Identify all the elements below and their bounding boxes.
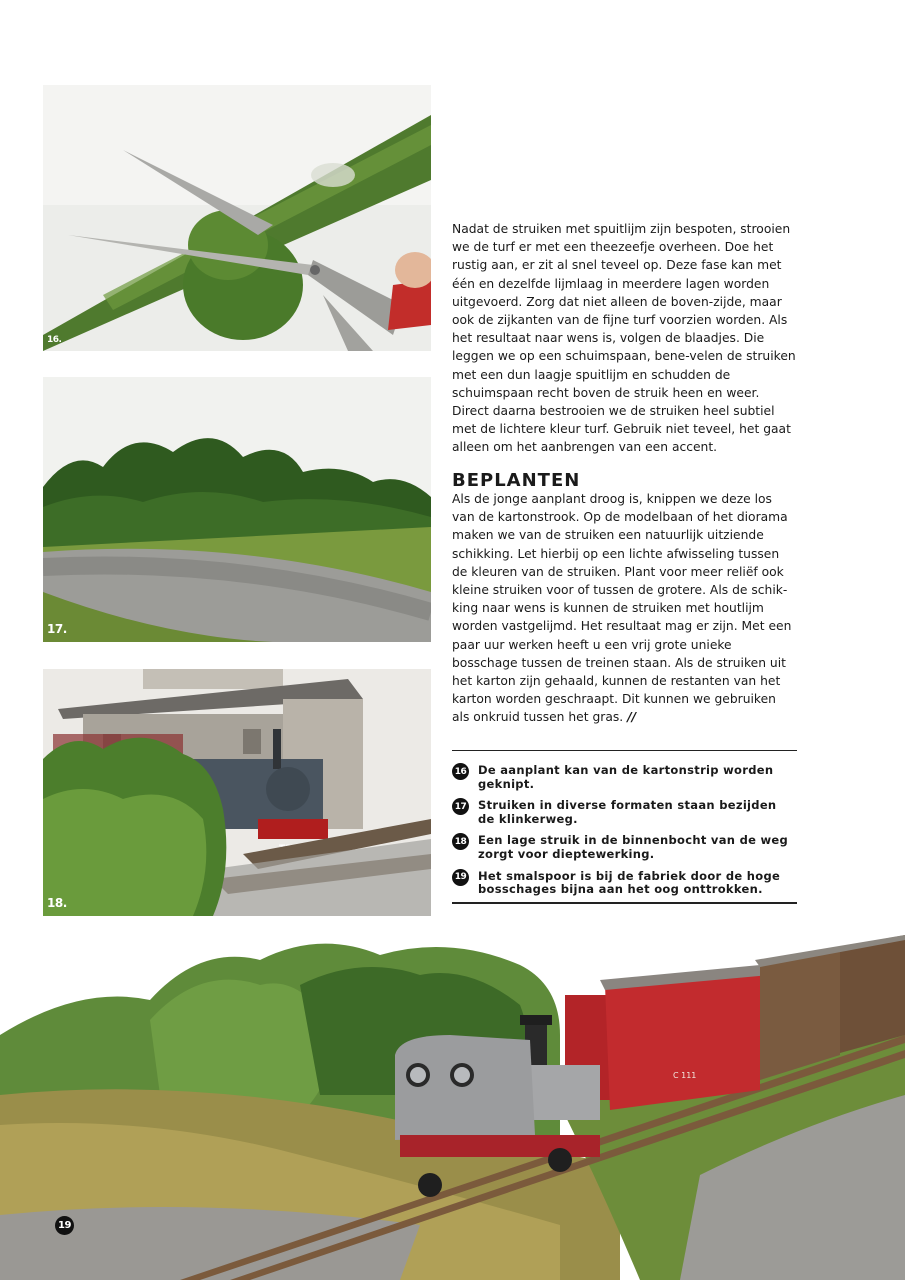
caption-18 <box>452 833 797 861</box>
photo-19-narrow-gauge-train <box>0 925 905 1280</box>
caption-17 <box>452 798 797 826</box>
caption-16 <box>452 763 797 791</box>
caption-text: Het smalspoor is bij de fabriek door de hoge bosschages bijna aan het oog onttrokken. <box>478 868 781 897</box>
body-text: Als de jonge aanplant droog is, knippen we deze los van de kartonstrook. Op de modelbaan of het diorama maken we van de struiken een natuurlijk uitziende schikking. Let hierbij op een lichte afwisseling tussen de kleuren van de struiken. Plant voor meer reliëf ook kleine struiken voor of tussen de grotere. Als de schik-king naar wens is kunnen de struiken met houtlijm worden vastgelijmd. Het resultaat mag er zijn. Met een paar uur werken heeft u een vrij grote unieke bosschage tussen de treinen staan. Als de struiken uit het karton zijn gehaald, kunnen de restanten van het karton worden geschraapt. Dit kunnen we gebruiken als onkruid tussen het gras. <box>452 492 792 725</box>
photo-17-shrubs-road <box>43 377 431 642</box>
photo-16-scissors <box>43 85 431 351</box>
intro-paragraph: Nadat de struiken met spuitlijm zijn bespoten, strooien we de turf er met een theezeefje overheen. Doe het rustig aan, er zit al snel teveel op. Deze fase kan met één en dezelfde lijmlaag in meerdere lagen worden uitgevoerd. Zorg dat niet alleen de boven-zijde, maar ook de zijkanten van de fijne turf voorzien worden. Als het resultaat naar wens is, volgen de blaadjes. Die leggen we op een schuimspaan, bene-velen de struiken met een dun laagje spuitlijm en schudden de schuimspaan recht boven de struik heen en weer. Direct daarna bestrooien we de struiken heel subtiel met de lichtere kleur turf. Gebruik niet teveel, het gaat alleen om het aanbrengen van een accent. <box>452 222 796 455</box>
caption-list <box>452 750 797 904</box>
photo-17-label: 17. <box>47 622 67 636</box>
photo-18-locomotive-factory <box>43 669 431 916</box>
section-heading: BEPLANTEN <box>452 470 581 491</box>
photo-19-badge: 19 <box>55 1216 74 1235</box>
caption-number-badge: 16 <box>452 763 469 780</box>
caption-text: Een lage struik in de binnenbocht van de weg zorgt voor dieptewerking. <box>478 833 789 861</box>
photo-18-label: 18. <box>47 896 67 910</box>
caption-number-badge: 17 <box>452 798 469 815</box>
caption-text: Struiken in diverse formaten staan bezijden de klinkerweg. <box>478 798 777 826</box>
caption-19 <box>452 869 797 897</box>
wagon-marking-text: C 111 <box>673 1071 697 1080</box>
caption-number-badge: 19 <box>452 869 469 886</box>
caption-number-badge: 18 <box>452 833 469 850</box>
end-mark: // <box>627 710 637 725</box>
body-paragraph <box>452 490 797 727</box>
caption-text: De aanplant kan van de kartonstrip worden geknipt. <box>478 763 774 791</box>
photo-16-label: 16. <box>47 335 62 345</box>
